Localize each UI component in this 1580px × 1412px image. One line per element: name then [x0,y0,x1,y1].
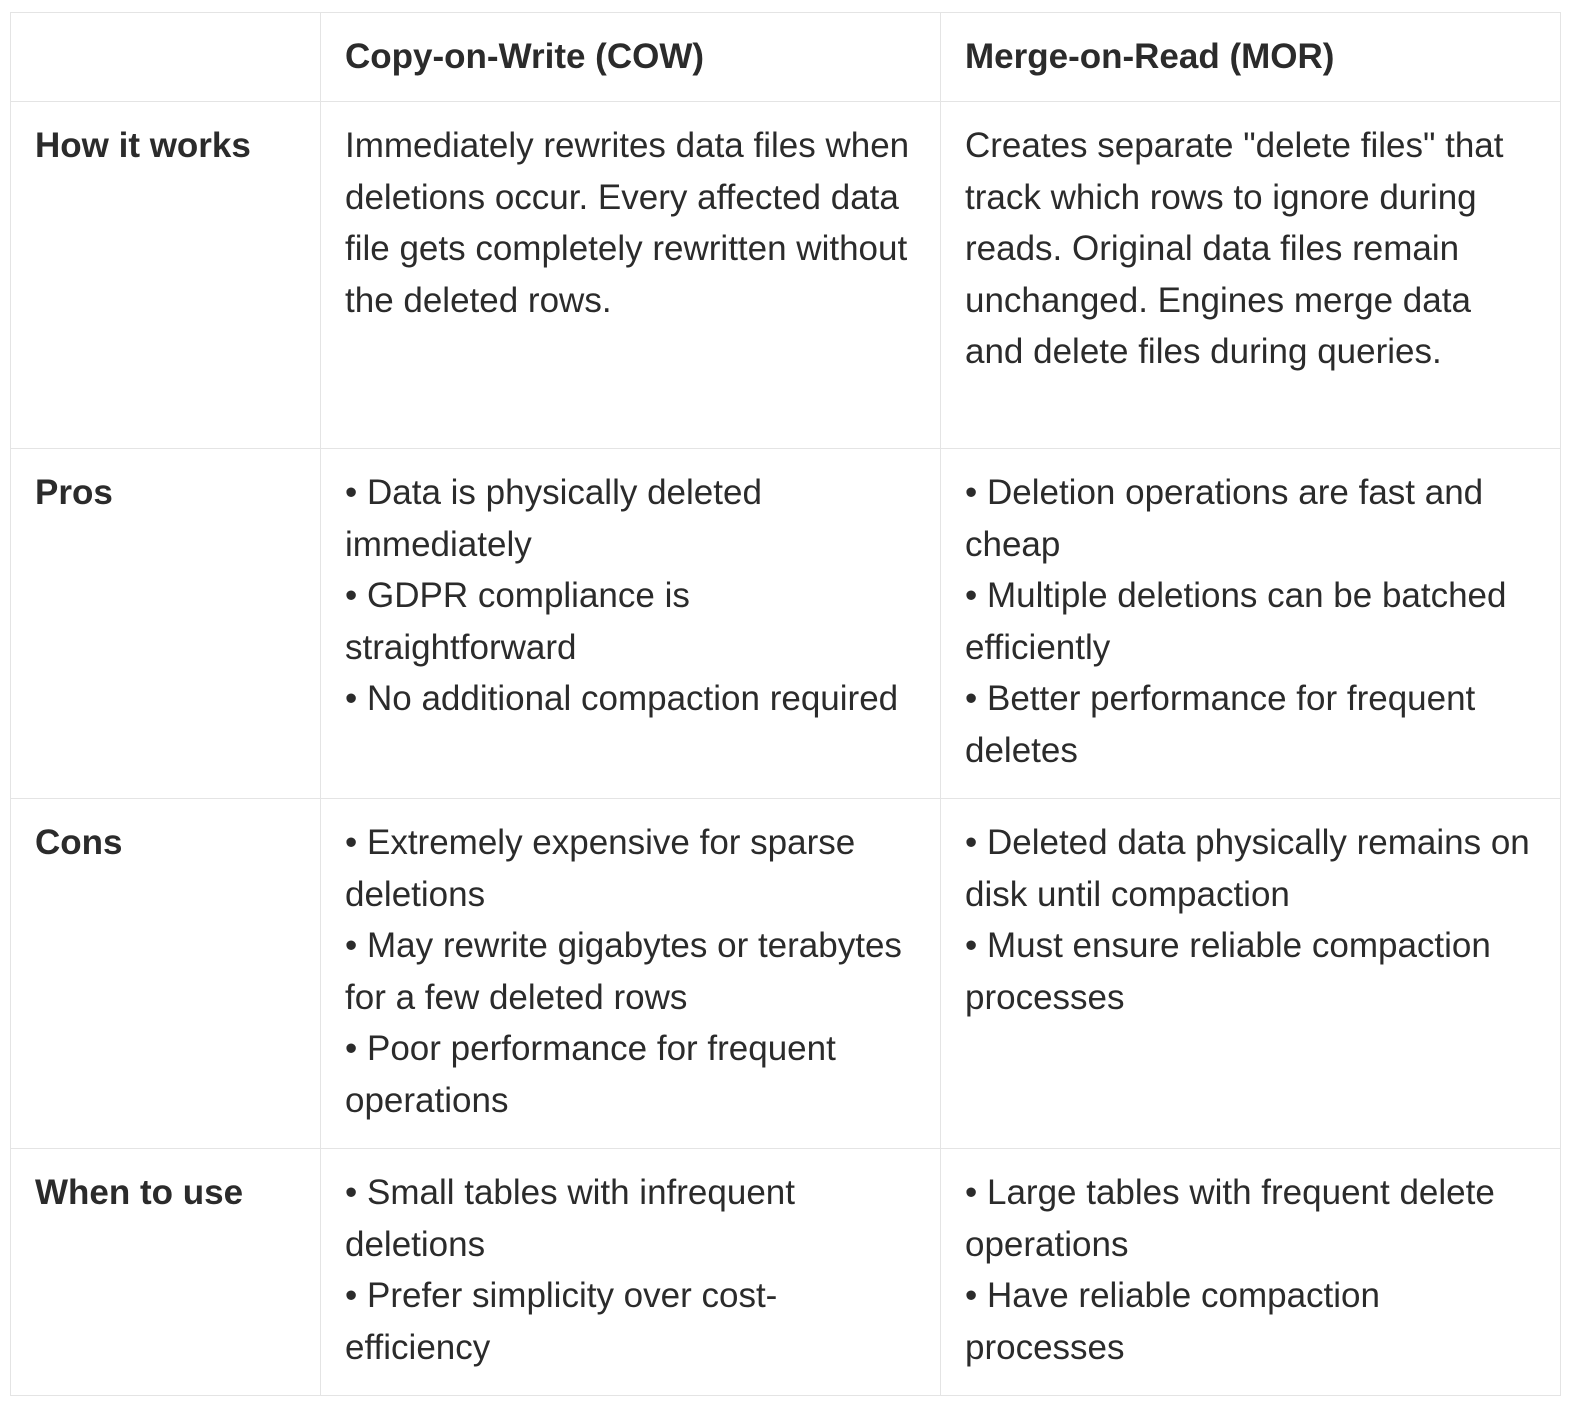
list-item: • Data is physically deleted immediately [345,473,762,564]
list-item: • GDPR compliance is straightforward [345,576,690,667]
cell-cons-mor [941,799,1561,1149]
cell-pros-cow [321,449,941,799]
cell-how-it-works-cow [321,102,941,449]
header-cow: Copy-on-Write (COW) [321,13,941,102]
row-label-when-to-use: When to use [11,1149,321,1396]
row-label-cons: Cons [11,799,321,1149]
cell-how-it-works-mor [941,102,1561,449]
cell-cons-cow [321,799,941,1149]
comparison-table-container [10,12,1560,1396]
table-row-cons [11,799,1561,1149]
cell-pros-mor [941,449,1561,799]
header-corner-cell [11,13,321,102]
cell-when-to-use-mor [941,1149,1561,1396]
row-label-pros: Pros [11,449,321,799]
list-item: • Deleted data physically remains on disk until compaction [965,823,1530,914]
list-item: • May rewrite gigabytes or terabytes for a few deleted rows [345,926,902,1017]
list-item: • No additional compaction required [345,679,899,718]
header-mor: Merge-on-Read (MOR) [941,13,1561,102]
list-item: • Extremely expensive for sparse deletions [345,823,856,914]
list-item: • Better performance for frequent deletes [965,679,1476,770]
cell-when-to-use-cow [321,1149,941,1396]
cell-text: Creates separate "delete files" that track which rows to ignore during reads. Original data files remain unchanged. Engines merge data and delete files during queries. [965,126,1504,371]
table-row-pros [11,449,1561,799]
list-item: • Small tables with infrequent deletions [345,1173,795,1264]
list-item: • Multiple deletions can be batched efficiently [965,576,1507,667]
list-item: • Large tables with frequent delete operations [965,1173,1495,1264]
cell-text: Immediately rewrites data files when deletions occur. Every affected data file gets completely rewritten without the deleted rows. [345,126,910,320]
list-item: • Prefer simplicity over cost-efficiency [345,1276,778,1367]
list-item: • Poor performance for frequent operations [345,1029,836,1120]
table-row-how-it-works [11,102,1561,449]
cow-vs-mor-table [10,12,1561,1396]
table-row-when-to-use [11,1149,1561,1396]
row-label-how-it-works: How it works [11,102,321,449]
list-item: • Must ensure reliable compaction processes [965,926,1491,1017]
header-row [11,13,1561,102]
list-item: • Deletion operations are fast and cheap [965,473,1484,564]
list-item: • Have reliable compaction processes [965,1276,1380,1367]
